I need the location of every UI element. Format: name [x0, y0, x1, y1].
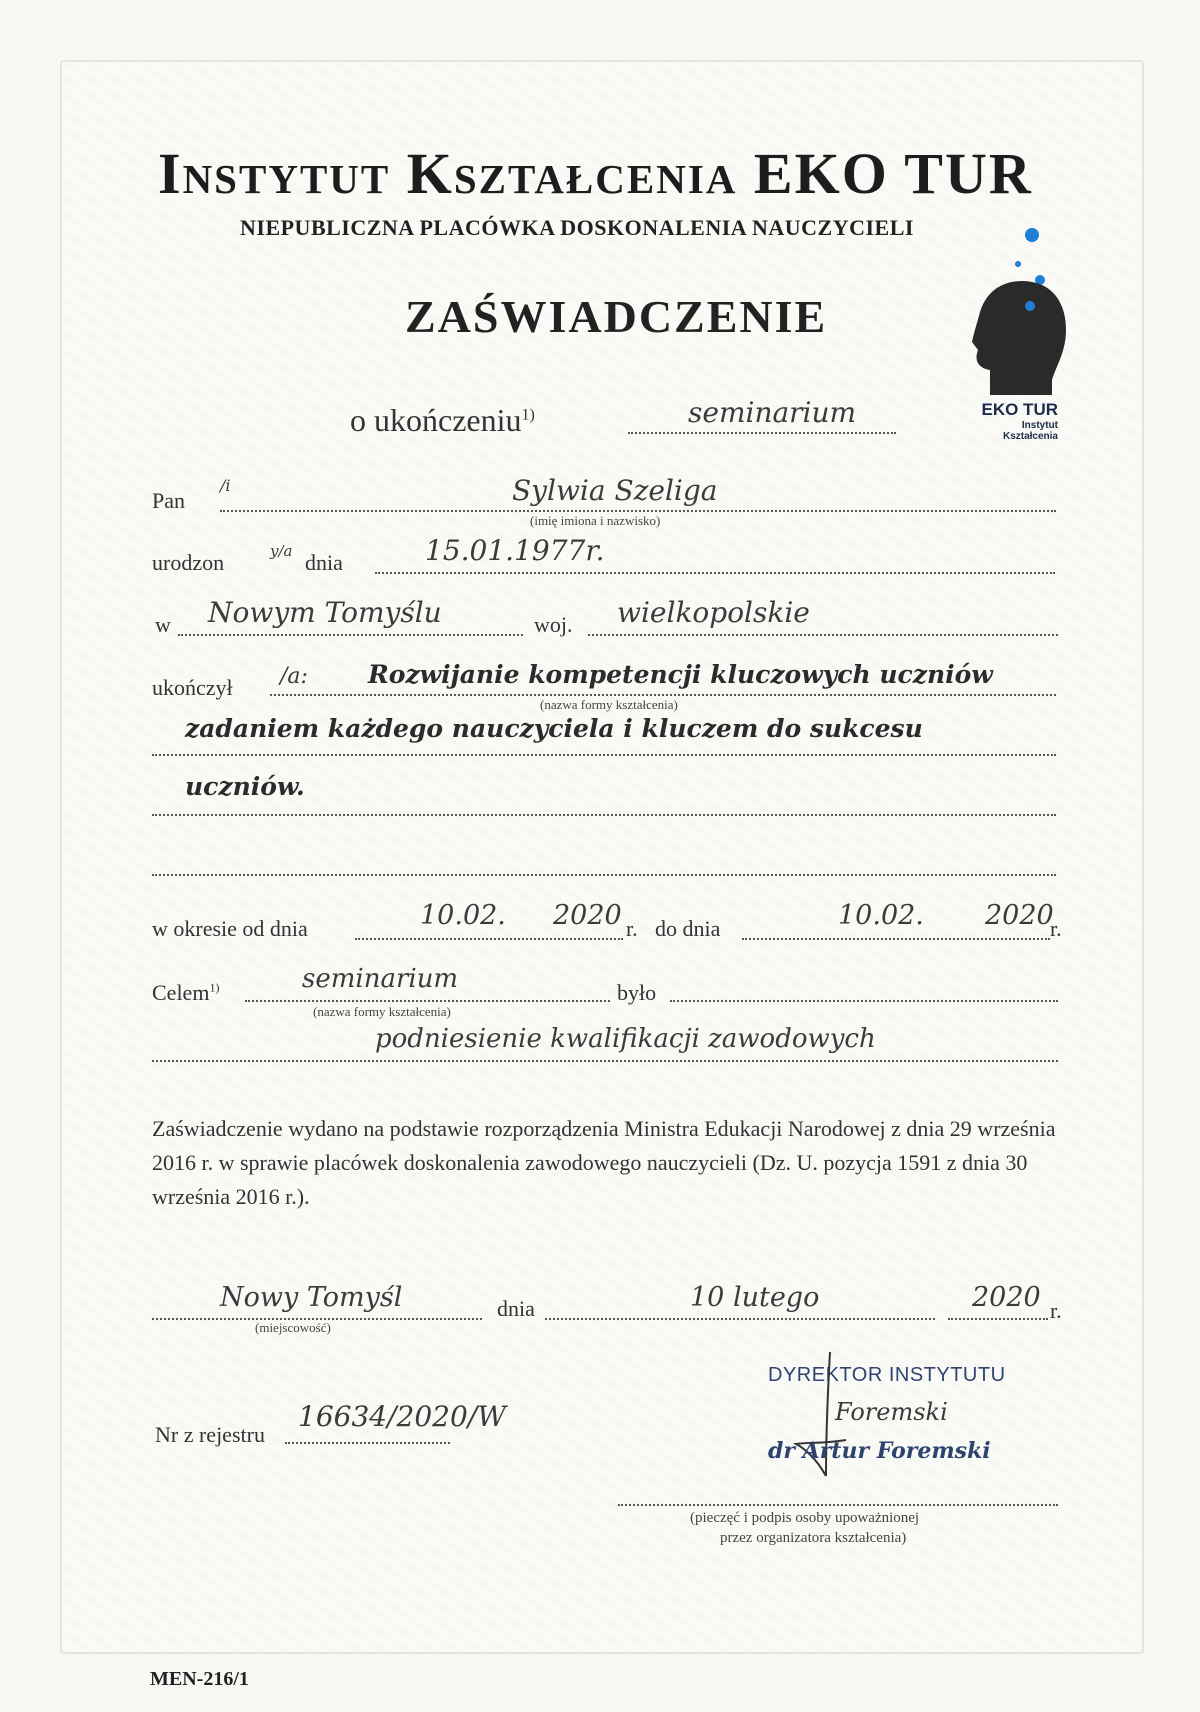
- period-to-year: 2020: [985, 900, 1054, 931]
- period-to-label: do dnia: [655, 916, 721, 941]
- course-dotted-line-2: [152, 754, 1056, 756]
- person-name: Sylwia Szeliga: [512, 474, 718, 507]
- goal-was-dotted-line: [670, 1000, 1058, 1002]
- completion-value: seminarium: [688, 396, 857, 429]
- course-dotted-line-1: [270, 694, 1056, 696]
- course-suffix: /a:: [280, 664, 308, 689]
- issue-place-caption: (miejscowość): [255, 1320, 331, 1335]
- course-title-line3: uczniów.: [185, 772, 305, 801]
- born-suffix: y/a: [270, 542, 293, 560]
- registry-number: 16634/2020/W: [298, 1400, 506, 1433]
- registry-dotted-line: [285, 1442, 450, 1444]
- completion-label: o ukończeniu$^{1)}$: [350, 402, 535, 438]
- signature-caption-2: przez organizatora kształcenia): [720, 1530, 907, 1546]
- logo-line1: Instytut: [1021, 420, 1058, 431]
- goal-label: Celem$^{1)}$: [152, 980, 220, 1005]
- goal-form-caption: (nazwa formy kształcenia): [313, 1004, 451, 1019]
- logo-caption: [968, 400, 1058, 442]
- signature-caption-1: (pieczęć i podpis osoby upoważnionej: [690, 1510, 920, 1526]
- place-label: w: [155, 612, 171, 637]
- issue-year-dotted-line: [948, 1318, 1048, 1320]
- born-date: 15.01.1977r.: [425, 534, 605, 567]
- logo-name: EKO TUR: [981, 400, 1058, 419]
- logo-line2: Kształcenia: [1002, 431, 1058, 442]
- period-from-year: 2020: [553, 900, 622, 931]
- goal-form-dotted-line: [245, 1000, 610, 1002]
- course-form-caption: (nazwa formy kształcenia): [540, 697, 678, 712]
- signature-dotted-line: [618, 1504, 1058, 1506]
- completion-dotted-line: [628, 432, 896, 434]
- issue-day-label: dnia: [497, 1296, 535, 1321]
- issue-r: r.: [1050, 1298, 1062, 1323]
- stamp-name: dr Artur Foremski: [768, 1438, 991, 1464]
- person-dotted-line: [220, 510, 1056, 512]
- goal-form: seminarium: [302, 964, 459, 994]
- purpose-dotted-line: [152, 1060, 1058, 1062]
- course-title-line1: Rozwijanie kompetencji kluczowych uczniów: [368, 660, 993, 689]
- born-dotted-line: [375, 572, 1055, 574]
- institute-subtitle: NIEPUBLICZNA PLACÓWKA DOSKONALENIA NAUCZYCIELI: [240, 215, 914, 240]
- person-suffix: /i: [220, 476, 231, 495]
- course-dotted-line-4: [152, 874, 1056, 876]
- form-code: MEN-216/1: [150, 1668, 249, 1690]
- born-label: urodzon: [152, 550, 225, 575]
- legal-basis-text: Zaświadczenie wydano na podstawie rozporządzenia Ministra Edukacji Narodowej z dnia 29 września 2016 r. w sprawie placówek doskonalenia zawodowego nauczycieli (Dz. U. pozycja 1591 z dnia 30 września 2016 r.).: [152, 1116, 1056, 1209]
- director-signature: Foremski: [835, 1398, 948, 1426]
- period-from-label: w okresie od dnia: [152, 916, 308, 941]
- voivodeship: wielkopolskie: [617, 596, 810, 629]
- period-from-day: 10.02.: [420, 900, 506, 931]
- institute-title: Instytut Kształcenia EKO TUR: [158, 141, 1033, 206]
- stamp-title: DYREKTOR INSTYTUTU: [768, 1364, 1006, 1386]
- period-to-dotted-line: [742, 938, 1050, 940]
- period-r1: r.: [626, 916, 638, 941]
- voivodeship-dotted-line: [588, 634, 1058, 636]
- born-day-label: dnia: [305, 550, 343, 575]
- person-name-caption: (imię imiona i nazwisko): [530, 513, 661, 528]
- period-to-day: 10.02.: [838, 900, 924, 931]
- goal-was-label: było: [617, 980, 657, 1005]
- course-title-line2: zadaniem każdego nauczyciela i kluczem do sukcesu: [185, 714, 923, 743]
- document-title: ZAŚWIADCZENIE: [405, 291, 828, 342]
- birth-place: Nowym Tomyślu: [208, 596, 442, 629]
- person-label: Pan: [152, 488, 185, 513]
- issue-place: Nowy Tomyśl: [220, 1282, 403, 1313]
- period-from-dotted-line: [355, 938, 623, 940]
- voivodeship-label: woj.: [534, 612, 573, 637]
- goal-purpose: podniesienie kwalifikacji zawodowych: [375, 1024, 876, 1054]
- course-dotted-line-3: [152, 814, 1056, 816]
- issue-date: 10 lutego: [690, 1282, 820, 1313]
- issue-year: 2020: [972, 1282, 1041, 1313]
- registry-label: Nr z rejestru: [155, 1422, 265, 1447]
- course-label: ukończył: [152, 675, 233, 700]
- period-r2: r.: [1050, 916, 1062, 941]
- issue-date-dotted-line: [545, 1318, 935, 1320]
- place-dotted-line: [178, 634, 523, 636]
